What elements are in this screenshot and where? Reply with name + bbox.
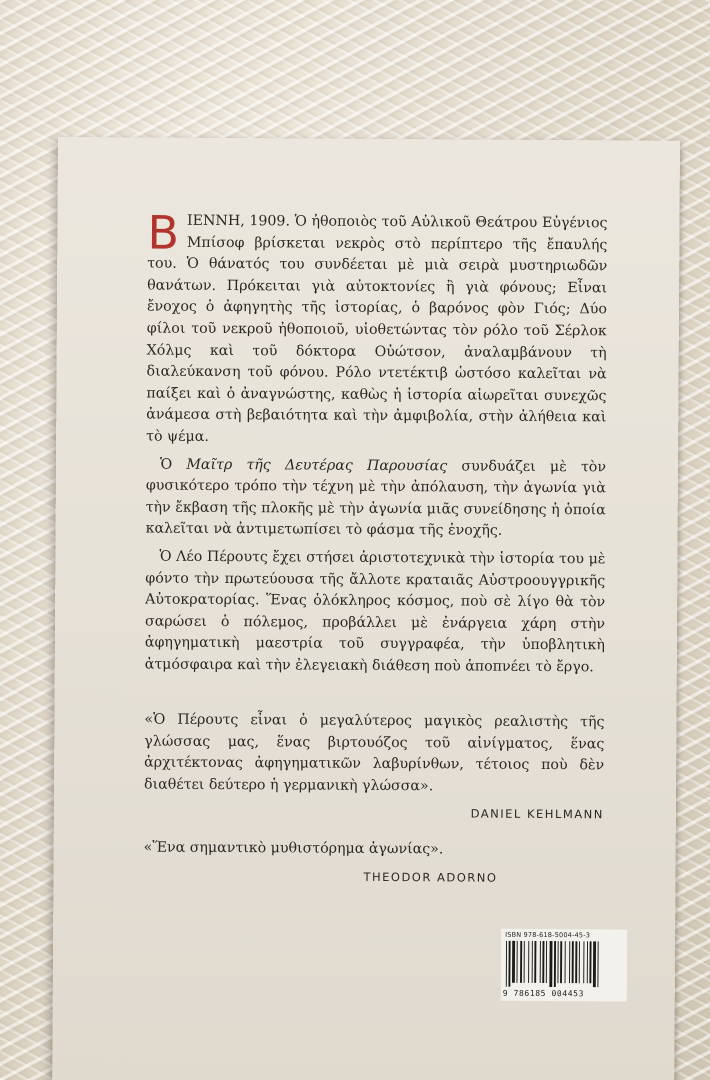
- isbn-barcode: [501, 929, 627, 1002]
- barcode-bar: [549, 941, 552, 987]
- barcode-bar: [575, 941, 577, 983]
- book-back-cover: [52, 137, 680, 1080]
- barcode-bar: [532, 941, 533, 983]
- quote-author-adorno: THEODOR ADORNO: [363, 869, 498, 885]
- quote-kehlmann: «Ὁ Πέρουτς εἶναι ὁ μεγαλύτερος μαγικὸς ρεαλιστὴς τῆς γλώσσας μας, ἕνας βιρτουόζος τοῦ αἰνίγματος, ἕνας ἀρχιτέκτονας ἀφηγηματικῶν λαβυρίνθων, τέτοιος ποὺ δὲν διαθέτει δεύτερο ἡ γερμανικὴ γλώσσα».: [143, 711, 605, 795]
- synopsis-paragraph-2-prefix: Ὁ: [159, 456, 187, 473]
- barcode-bar: [560, 941, 562, 983]
- synopsis-paragraph-1: [146, 205, 608, 451]
- synopsis-paragraph-1-text: ΙΕΝΝΗ, 1909. Ὁ ἠθοποιὸς τοῦ Αὐλικοῦ Θεάτρου Εὐγένιος Μπίσοφ βρίσκεται νεκρὸς στὸ περίπτερο τῆς ἔπαυλής του. Ὁ θάνατός του συνδέεται μὲ μιὰ σειρὰ μυστηριωδῶν θανάτων. Πρόκειται γιὰ αὐτοκτονίες ἢ γιὰ φόνους; Εἶναι ἔνοχος ὁ ἀφηγητὴς τῆς ἱστορίας, ὁ βαρόνος φὸν Γιός; Δύο φίλοι τοῦ νεκροῦ ἠθοποιοῦ, υἱοθετώντας τὸν ρόλο τοῦ Σέρλοκ Χόλμς καὶ τοῦ δόκτορα Οὐώτσον, ἀναλαμβάνουν τὴ διαλεύκανση τοῦ φόνου. Ρόλο ντετέκτιβ ὡστόσο καλεῖται νὰ παίξει καὶ ὁ ἀναγνώστης, καθὼς ἡ ἱστορία αἰωρεῖται συνεχῶς ἀνάμεσα στὴ βεβαιότητα καὶ τὴν ἀμφιβολία, στὴν ἀλήθεια καὶ τὸ ψέμα.: [146, 212, 608, 445]
- synopsis-paragraph-2: [146, 454, 607, 543]
- barcode-bar: [540, 941, 541, 983]
- barcode-bar: [587, 941, 588, 983]
- review-quotes: [143, 710, 604, 904]
- barcode-bar: [579, 941, 580, 983]
- barcode-bar: [565, 941, 566, 983]
- barcode-bar: [524, 941, 525, 983]
- barcode-bar: [554, 941, 556, 987]
- barcode-bar: [557, 941, 558, 983]
- quote-adorno: «Ἕνα σημαντικὸ μυθιστόρημα ἀγωνίας».: [143, 839, 444, 858]
- barcode-bar: [583, 941, 584, 983]
- barcode-bars: [505, 941, 623, 988]
- synopsis-paragraph-2-text: συνδυάζει μὲ τὸν φυσικότερο τρόπο τὴν τέχνη μὲ τὴν ἀπόλαυση, τὴν ἀγωνία γιὰ τὴν ἔκβαση τῆς πλοκῆς μὲ τὴν ἀγωνία μιᾶς συνείδησης ἡ ὁποία καλεῖται νὰ ἀντιμετωπίσει τὸ φάσμα τῆς ἐνοχῆς.: [145, 457, 607, 540]
- barcode-bar: [542, 941, 544, 983]
- barcode-digits: 9 786185 004453: [502, 988, 585, 999]
- barcode-bar: [593, 941, 596, 987]
- barcode-bar: [516, 941, 517, 983]
- barcode-bar: [512, 941, 515, 983]
- barcode-bar: [520, 941, 522, 983]
- isbn-label: ISBN 978-618-5004-45-3: [505, 930, 591, 940]
- barcode-bar: [546, 941, 547, 983]
- barcode-bar: [597, 941, 598, 987]
- barcode-bar: [534, 941, 536, 983]
- barcode-bar: [572, 941, 574, 983]
- synopsis-paragraph-3: [145, 546, 606, 678]
- book-title-italic: Μαῖτρ τῆς Δευτέρας Παρουσίας: [186, 456, 448, 474]
- barcode-bar: [589, 941, 591, 983]
- quote-author-kehlmann: DANIEL KEHLMANN: [470, 806, 604, 822]
- barcode-bar: [506, 941, 507, 987]
- synopsis-text: [144, 205, 608, 685]
- barcode-bar: [508, 941, 510, 987]
- barcode-bar: [528, 941, 529, 983]
- barcode-bar: [569, 941, 570, 983]
- synopsis-paragraph-3-text: Ὁ Λέο Πέρουτς ἔχει στήσει ἀριστοτεχνικὰ τὴν ἱστορία του μὲ φόντο τὴν πρωτεύουσα τῆς ἄλλοτε κραταιᾶς Αὐστροουγγρικῆς Αὐτοκρατορίας. Ἕνας ὁλόκληρος κόσμος, ποὺ σὲ λίγο θὰ τὸν σαρώσει ὁ πόλεμος, προβάλλει μὲ ἐνάργεια χάρη στὴν ἀφηγηματικὴ μαεστρία τοῦ συγγραφέα, τὴν ὑποβλητικὴ ἀτμόσφαιρα καὶ τὴν ἐλεγειακὴ διάθεση ποὺ ἀποπνέει τὸ ἔργο.: [144, 548, 606, 676]
- drop-cap: Β: [147, 205, 180, 260]
